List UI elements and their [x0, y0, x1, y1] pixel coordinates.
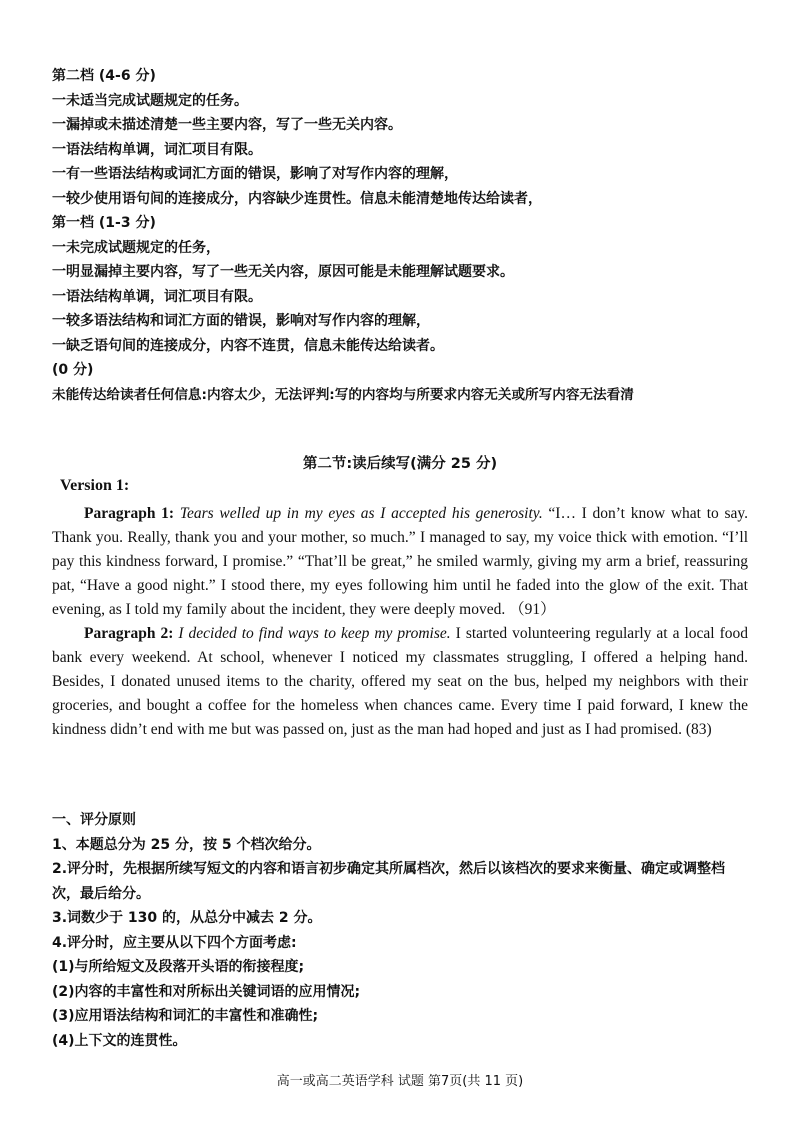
- paragraph-2-body: I started volunteering regularly at a local food bank every weekend. At school, whenever I noticed my classmates struggling, I offered a helping hand. Besides, I donated unused items to the charity, offered my seat on the bus, helped my neighbors with their groceries, and bought a coffee for the homeless when chances came. Every time I paid forward, I knew the kindness didn’t end with me but was passed on, just as the man had hoped and just as I had promised.: [52, 625, 748, 738]
- rubric-line: 第二档 (4-6 分): [52, 68, 156, 84]
- paragraph-1: [52, 502, 748, 622]
- rubric-line: 第一档 (1-3 分): [52, 215, 156, 231]
- rubric-line: 一有一些语法结构或词汇方面的错误，影响了对写作内容的理解，: [52, 166, 458, 182]
- principle-item: (2)内容的丰富性和对所标出关键词语的应用情况;: [52, 983, 361, 1000]
- principle-item: 2.评分时，先根据所续写短文的内容和语言初步确定其所属档次，然后以该档次的要求来衡量、确定或调整档次，最后给分。: [52, 861, 726, 902]
- page-footer: 高一或高二英语学科 试题 第7页(共 11 页): [276, 1074, 524, 1089]
- paragraph-1-lead: Tears welled up in my eyes as I accepted his generosity.: [179, 505, 543, 522]
- principle-item: 3.词数少于 130 的，从总分中减去 2 分。: [52, 910, 322, 926]
- rubric-line: (0 分): [52, 362, 94, 378]
- principle-item: 4.评分时，应主要从以下四个方面考虑:: [52, 934, 297, 951]
- paragraph-1-count: （91）: [509, 601, 556, 618]
- paragraph-1-body: “I… I don’t know what to say. Thank you. Really, thank you and your mother, so much.” I managed to say, my voice thick with emotion. “I’ll pay this kindness forward, I promise.” “That’ll be great,” he smiled warmly, giving my arm a brief, reassuring pat, “Have a good night.” I stood there, my eyes following him until he faded into the glow of the exit. That evening, as I told my family about the incident, they were deeply moved.: [52, 505, 748, 618]
- rubric-line: 一明显漏掉主要内容，写了一些无关内容，原因可能是未能理解试题要求。: [52, 264, 514, 280]
- rubric-line: 一未适当完成试题规定的任务。: [52, 92, 248, 109]
- principle-item: (4)上下文的连贯性。: [52, 1032, 187, 1049]
- rubric-line: 一较少使用语句间的连接成分，内容缺少连贯性。信息未能清楚地传达给读者，: [52, 190, 542, 207]
- rubric-top: [52, 64, 748, 407]
- section-title: 第二节:读后续写(满分 25 分): [302, 456, 498, 472]
- paragraph-2-count: (83): [685, 721, 712, 738]
- version-label: Version 1:: [60, 477, 130, 494]
- principle-item: 1、本题总分为 25 分，按 5 个档次给分。: [52, 836, 321, 853]
- principle-item: (1)与所给短文及段落开头语的衔接程度;: [52, 959, 305, 975]
- principles-heading: 一、评分原则: [52, 812, 136, 828]
- principle-item: (3)应用语法结构和词汇的丰富性和准确性;: [52, 1008, 319, 1024]
- rubric-line: 一较多语法结构和词汇方面的错误，影响对写作内容的理解，: [52, 313, 430, 329]
- rubric-line: 一漏掉或未描述清楚一些主要内容，写了一些无关内容。: [52, 117, 402, 133]
- rubric-line: 一未完成试题规定的任务，: [52, 239, 220, 256]
- rubric-line: 一语法结构单调，词汇项目有限。: [52, 288, 262, 305]
- rubric-line: 一缺乏语句间的连接成分，内容不连贯，信息未能传达给读者。: [52, 337, 444, 354]
- paragraph-2-label: Paragraph 2:: [84, 625, 174, 642]
- paragraph-2-lead: I decided to find ways to keep my promise.: [178, 625, 451, 642]
- paragraph-1-label: Paragraph 1:: [84, 505, 175, 522]
- rubric-line: 未能传达给读者任何信息:内容太少，无法评判:写的内容均与所要求内容无关或所写内容无法看清: [52, 386, 634, 403]
- paragraph-2: [52, 622, 748, 742]
- scoring-principles: [52, 808, 748, 1053]
- rubric-line: 一语法结构单调，词汇项目有限。: [52, 141, 262, 158]
